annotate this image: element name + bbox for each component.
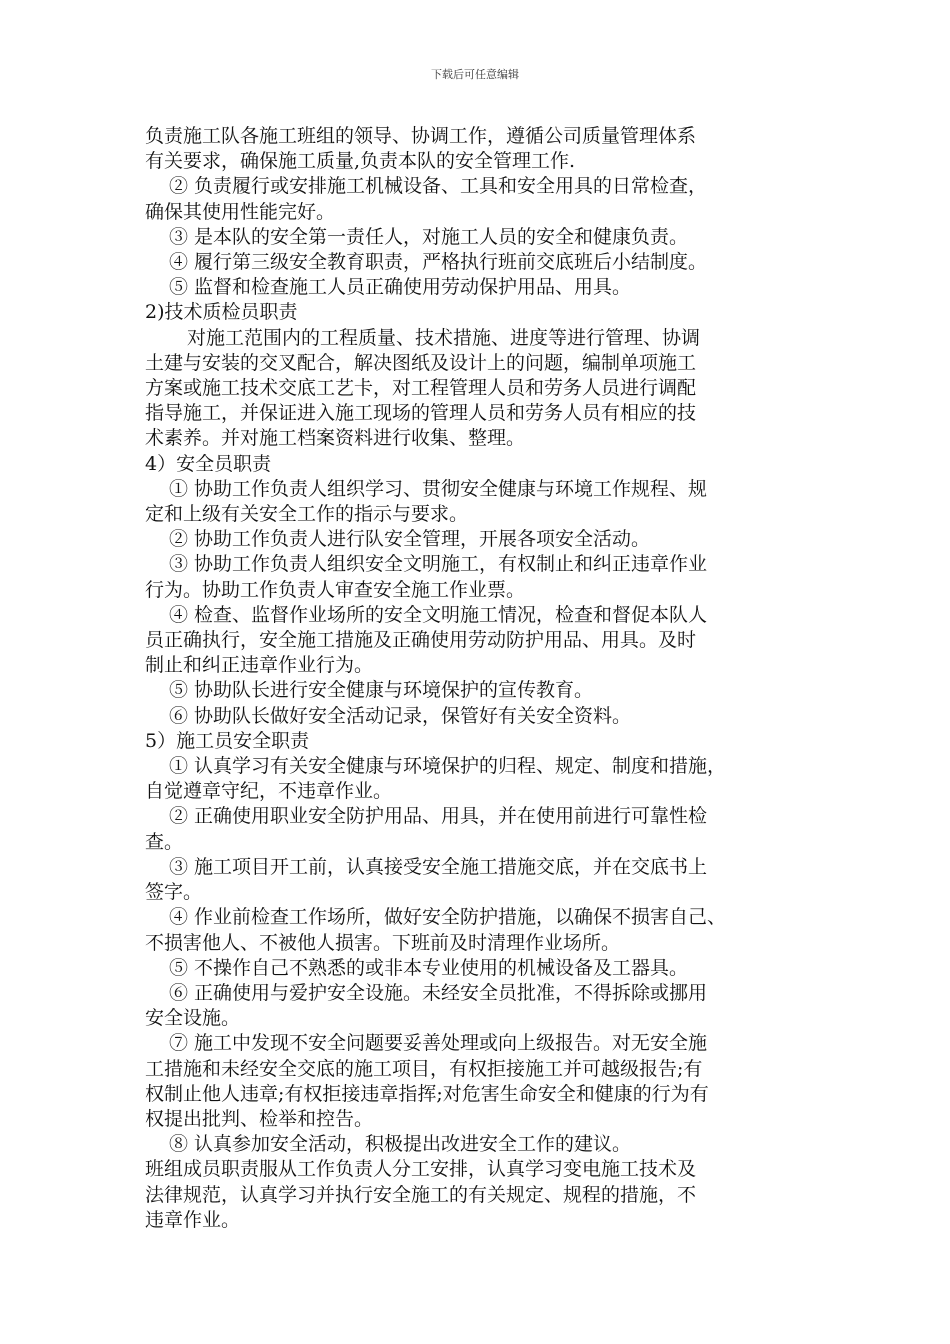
text-line: ③ 施工项目开工前，认真接受安全施工措施交底，并在交底书上 (169, 855, 708, 878)
text-line: ② 协助工作负责人进行队安全管理，开展各项安全活动。 (169, 528, 651, 551)
text-line: 违章作业。 (145, 1208, 241, 1231)
text-line: 制止和纠正违章作业行为。 (145, 654, 374, 677)
text-line: ② 正确使用职业安全防护用品、用具，并在使用前进行可靠性检 (169, 805, 708, 828)
text-line: 行为。协助工作负责人审查安全施工作业票。 (145, 578, 526, 601)
text-line: ④ 作业前检查工作场所，做好安全防护措施，以确保不损害自己、 (169, 906, 727, 929)
text-line: 权提出批判、检举和控告。 (145, 1107, 374, 1130)
text-line: 5）施工员安全职责 (145, 729, 310, 752)
text-line: 查。 (145, 830, 184, 853)
text-line: 指导施工，并保证进入施工现场的管理人员和劳务人员有相应的技 (145, 402, 697, 425)
text-line: ④ 检查、监督作业场所的安全文明施工情况，检查和督促本队人 (169, 603, 708, 626)
text-line: 自觉遵章守纪，不违章作业。 (145, 780, 393, 803)
page-header: 下载后可任意编辑 (431, 68, 519, 81)
text-line: ④ 履行第三级安全教育职责，严格执行班前交底班后小结制度。 (169, 251, 708, 274)
text-line: ⑤ 监督和检查施工人员正确使用劳动保护用品、用具。 (169, 276, 632, 299)
text-line: 4）安全员职责 (145, 452, 272, 475)
text-line: 定和上级有关安全工作的指示与要求。 (145, 503, 469, 526)
text-line: 方案或施工技术交底工艺卡，对工程管理人员和劳务人员进行调配 (145, 377, 697, 400)
text-line: ⑥ 正确使用与爱护安全设施。未经安全员批准，不得拆除或挪用 (169, 981, 708, 1004)
text-line: 员正确执行，安全施工措施及正确使用劳动防护用品、用具。及时 (145, 629, 697, 652)
text-line: ① 协助工作负责人组织学习、贯彻安全健康与环境工作规程、规 (169, 477, 708, 500)
text-line: 确保其使用性能完好。 (145, 200, 336, 223)
text-line: ⑦ 施工中发现不安全问题要妥善处理或向上级报告。对无安全施 (169, 1032, 708, 1055)
text-line: ② 负责履行或安排施工机械设备、工具和安全用具的日常检查， (169, 175, 708, 198)
text-line: ③ 协助工作负责人组织安全文明施工，有权制止和纠正违章作业 (169, 553, 708, 576)
text-line: 对施工范围内的工程质量、技术措施、进度等进行管理、协调 (187, 326, 701, 349)
text-line: 不损害他人、不被他人损害。下班前及时清理作业场所。 (145, 931, 621, 954)
text-line: 负责施工队各施工班组的领导、协调工作，遵循公司质量管理体系 (145, 125, 697, 147)
text-line: 工措施和未经安全交底的施工项目，有权拒接施工并可越级报告;有 (145, 1057, 703, 1080)
text-line: 2)技术质检员职责 (145, 301, 298, 324)
document-body (145, 124, 825, 1233)
text-line: 术素养。并对施工档案资料进行收集、整理。 (145, 427, 526, 450)
text-line: 安全设施。 (145, 1007, 241, 1030)
text-line: 土建与安装的交叉配合，解决图纸及设计上的问题，编制单项施工 (145, 351, 697, 374)
text-line: 权制止他人违章;有权拒接违章指挥;对危害生命安全和健康的行为有 (145, 1082, 709, 1105)
text-line: ① 认真学习有关安全健康与环境保护的归程、规定、制度和措施， (169, 755, 727, 778)
text-line: 班组成员职责服从工作负责人分工安排，认真学习变电施工技术及 (145, 1158, 697, 1181)
text-line: ⑥ 协助队长做好安全活动记录，保管好有关安全资料。 (169, 704, 632, 727)
text-line: ⑤ 不操作自己不熟悉的或非本专业使用的机械设备及工器具。 (169, 956, 689, 979)
text-line: 法律规范，认真学习并执行安全施工的有关规定、规程的措施，不 (145, 1183, 697, 1206)
text-line: 有关要求，确保施工质量,负责本队的安全管理工作. (145, 150, 576, 173)
text-line: 签字。 (145, 881, 203, 904)
text-line: ⑤ 协助队长进行安全健康与环境保护的宣传教育。 (169, 679, 594, 702)
text-line: ③ 是本队的安全第一责任人，对施工人员的安全和健康负责。 (169, 225, 689, 248)
text-line: ⑧ 认真参加安全活动，积极提出改进安全工作的建议。 (169, 1133, 632, 1156)
